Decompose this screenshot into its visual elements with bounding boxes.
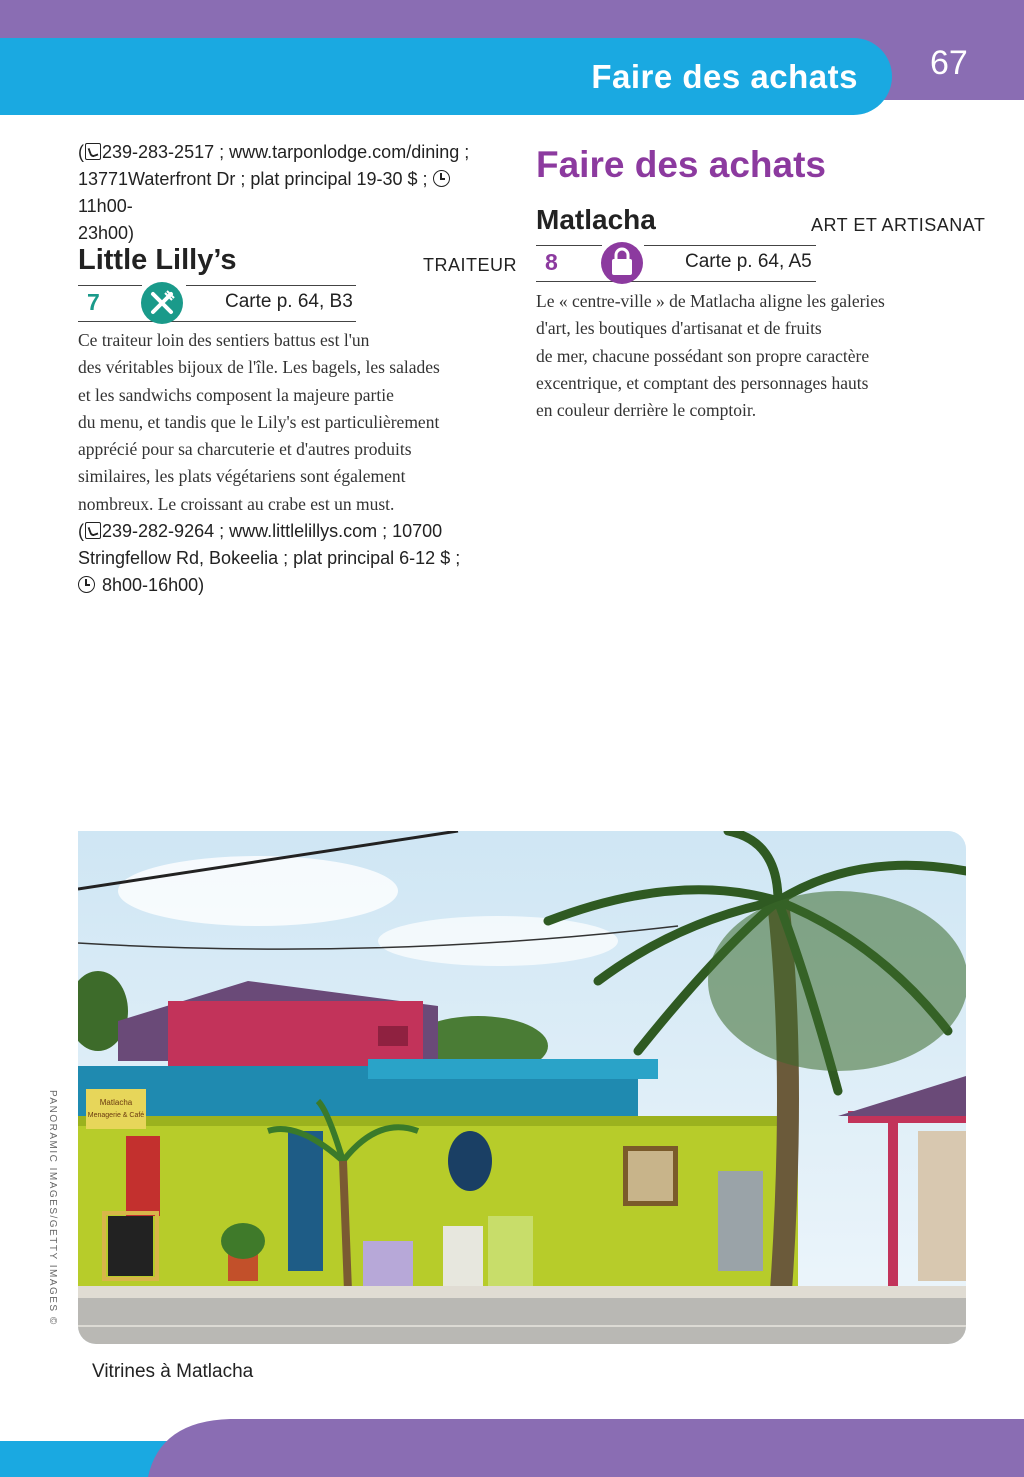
matlacha-storefronts-photo: [78, 831, 966, 1344]
listing-description: Ce traiteur loin des sentiers battus est l'un des véritables bijoux de l'île. Les bagels, les salades et les sandwichs composent la majeure partie du menu, et tandis que le Lily's est particulièrement apprécié pour sa charcuterie et d'autres produits similaires, les plats végétariens sont également nombreux. Le croissant au crabe est un must.: [78, 330, 440, 514]
listing-info-bar: [536, 245, 816, 283]
clock-icon: [78, 576, 95, 593]
contact-line-3: 8h00-16h00): [78, 572, 498, 599]
photo-illustration: [78, 831, 966, 1344]
sign-text: Matlacha: [99, 1098, 133, 1107]
contact-line-1: ( 239-282-9264 ; www.littlelillys.com ; 10700: [78, 521, 443, 541]
listing-contact: [78, 518, 498, 599]
map-reference: Carte p. 64, A5: [685, 251, 812, 272]
map-reference: Carte p. 64, B3: [225, 291, 353, 312]
listing-info-bar: [78, 285, 356, 323]
eating-icon: [141, 282, 183, 324]
previous-listing-contact: [78, 139, 498, 247]
chapter-header-tab: [0, 38, 892, 115]
listing-category: TRAITEUR: [423, 255, 517, 275]
contact-line-1: ( 239-283-2517 ; www.tarponlodge.com/dining ;: [78, 142, 470, 162]
listing-name-matlacha: Matlacha: [536, 204, 656, 235]
listing-description: Le « centre-ville » de Matlacha aligne les galeries d'art, les boutiques d'artisanat et de fruits de mer, chacune possédant son propre caractère excentrique, et comptant des personnages hauts en couleur derrière le comptoir.: [536, 291, 885, 421]
bottom-decorative-band: [0, 1415, 1024, 1477]
clock-icon: [433, 170, 450, 187]
contact-line-2: 13771Waterfront Dr ; plat principal 19-30 $ ; 11h00-: [78, 166, 498, 220]
listing-category: ART ET ARTISANAT: [811, 215, 986, 235]
page-number: 67: [930, 44, 968, 82]
chapter-title: Faire des achats: [591, 58, 858, 95]
shopping-bag-icon: [601, 242, 643, 284]
listing-number: 8: [545, 249, 558, 275]
svg-text:Menagerie & Café: Menagerie & Café: [87, 1112, 145, 1119]
listing-number: 7: [87, 289, 100, 315]
photo-credit: PANORAMIC IMAGES/GETTY IMAGES ©: [47, 1090, 58, 1326]
contact-line-2: Stringfellow Rd, Bokeelia ; plat principal 6-12 $ ;: [78, 548, 461, 568]
contact-line-3: 23h00): [78, 223, 135, 243]
phone-icon: [85, 522, 101, 539]
section-heading: Faire des achats: [536, 144, 826, 185]
listing-name-little-lillys: Little Lilly’s: [78, 244, 237, 276]
photo-caption: Vitrines à Matlacha: [92, 1361, 254, 1382]
phone-icon: [85, 143, 101, 160]
